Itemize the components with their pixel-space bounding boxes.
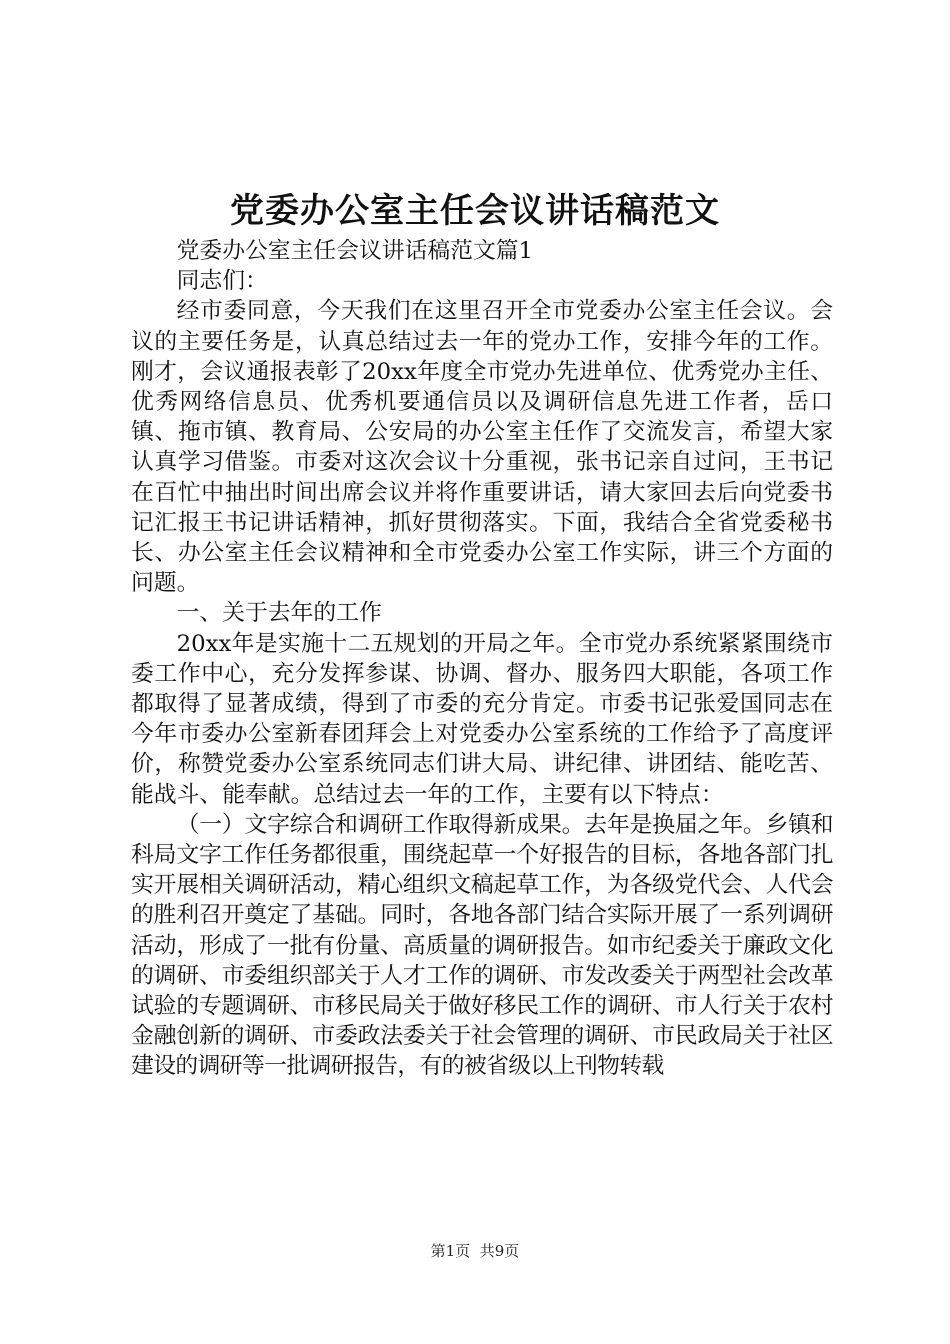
document-body	[131, 236, 833, 1082]
section-heading: 一、关于去年的工作	[176, 600, 382, 627]
paragraph: （一）文字综合和调研工作取得新成果。去年是换届之年。乡镇和科局文字工作任务都很重，围绕起草一个好报告的目标，各地各部门扎实开展相关调研活动，精心组织文稿起草工作，为各级党代会、人代会的胜利召开奠定了基础。同时，各地各部门结合实际开展了一系列调研活动，形成了一批有份量、高质量的调研报告。如市纪委关于廉政文化的调研、市委组织部关于人才工作的调研、市发改委关于两型社会改革试验的专题调研、市移民局关于做好移民工作的调研、市人行关于农村金融创新的调研、市委政法委关于社会管理的调研、市民政局关于社区建设的调研等一批调研报告，有的被省级以上刊物转载	[131, 811, 833, 1080]
page-number: 第1页	[430, 1242, 471, 1260]
page-total: 共9页	[479, 1242, 520, 1260]
page-footer	[0, 1240, 950, 1262]
document-title: 党委办公室主任会议讲话稿范文	[230, 191, 720, 231]
paragraph: 经市委同意，今天我们在这里召开全市党委办公室主任会议。会议的主要任务是，认真总结过去一年的党办工作，安排今年的工作。刚才，会议通报表彰了20xx年度全市党办先进单位、优秀党办主任、优秀网络信息员、优秀机要通信员以及调研信息先进工作者，岳口镇、拖市镇、教育局、公安局的办公室主任作了交流发言，希望大家认真学习借鉴。市委对这次会议十分重视，张书记亲自过问，王书记在百忙中抽出时间出席会议并将作重要讲话，请大家回去后向党委书记汇报王书记讲话精神，抓好贯彻落实。下面，我结合全省党委秘书长、办公室主任会议精神和全市党委办公室工作实际，讲三个方面的问题。	[131, 298, 833, 597]
paragraph: 20xx年是实施十二五规划的开局之年。全市党办系统紧紧围绕市委工作中心，充分发挥参谋、协调、督办、服务四大职能，各项工作都取得了显著成绩，得到了市委的充分肯定。市委书记张爱国同志在今年市委办公室新春团拜会上对党委办公室系统的工作给予了高度评价，称赞党委办公室系统同志们讲大局、讲纪律、讲团结、能吃苦、能战斗、能奉献。总结过去一年的工作，主要有以下特点：	[131, 630, 833, 808]
section-heading: 党委办公室主任会议讲话稿范文篇1	[176, 238, 534, 264]
salutation: 同志们：	[176, 268, 268, 295]
